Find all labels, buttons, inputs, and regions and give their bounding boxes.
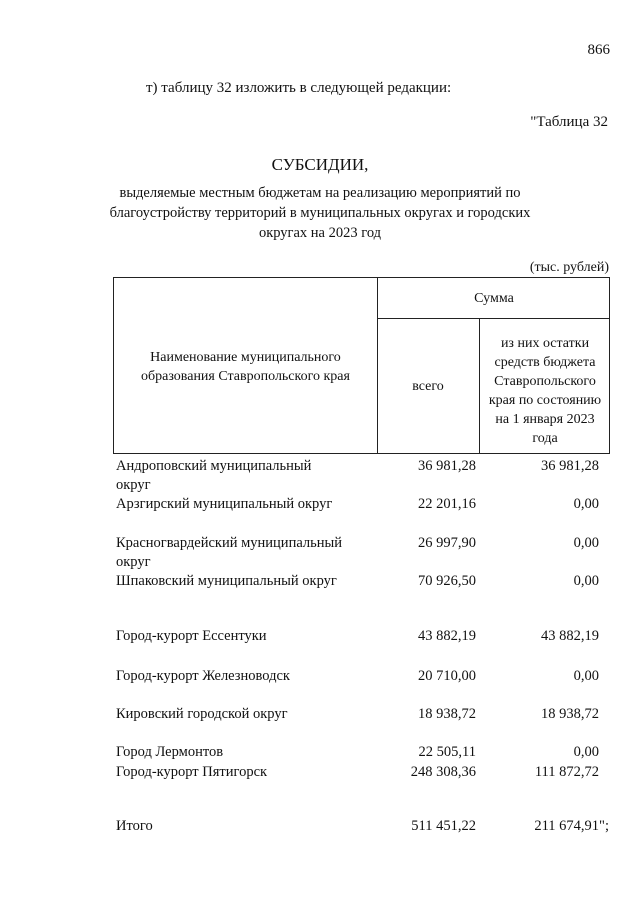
header-name-column: Наименование муниципального образования Ставропольского края [141,350,350,384]
total-row-name: Итого [116,818,153,834]
row-remainder: 43 882,19 [541,628,599,644]
row-total: 36 981,28 [418,458,476,474]
row-name: Город Лермонтов [116,744,224,760]
row-name: Город-курорт Пятигорск [116,764,268,780]
row-name: Арзгирский муниципальный округ [116,496,333,512]
header-total: всего [412,379,444,394]
header-sum: Сумма [474,291,514,306]
row-total: 248 308,36 [410,764,476,780]
row-total: 26 997,90 [418,535,476,551]
units-label: (тыс. рублей) [529,260,609,275]
row-name: Шпаковский муниципальный округ [116,573,337,589]
row-name: Город-курорт Железноводск [116,668,290,684]
row-name: Красногвардейский муниципальный округ [116,535,342,570]
row-name: Кировский городской округ [116,706,288,722]
row-remainder: 0,00 [573,535,599,551]
table-header [113,277,610,454]
row-total: 22 201,16 [418,496,476,512]
row-remainder: 0,00 [573,496,599,512]
row-remainder: 0,00 [573,668,599,684]
instruction-text: т) таблицу 32 изложить в следующей редакции: [146,80,452,96]
row-name: Андроповский муниципальный округ [116,458,312,493]
row-divider [377,318,609,319]
row-total: 18 938,72 [418,706,476,722]
row-remainder: 111 872,72 [534,764,599,780]
row-remainder: 0,00 [573,744,599,760]
row-total: 43 882,19 [418,628,476,644]
table-label: "Таблица 32 [530,114,608,130]
row-remainder: 36 981,28 [541,458,599,474]
row-total: 22 505,11 [418,744,476,760]
row-total: 70 926,50 [418,573,476,589]
row-remainder: 0,00 [573,573,599,589]
total-row-remainder: 211 674,91"; [534,818,609,834]
total-row-total: 511 451,22 [411,818,476,834]
row-total: 20 710,00 [418,668,476,684]
document-title: СУБСИДИИ, [271,155,369,174]
row-name: Город-курорт Ессентуки [116,628,267,644]
document-subtitle: выделяемые местным бюджетам на реализацию мероприятий по благоустройству территорий в муниципальных округах и городских округах на 2023 год [109,185,531,241]
column-divider [479,318,480,453]
header-remainder: из них остатки средств бюджета Ставропольского края по состоянию на 1 января 2023 года [488,336,602,446]
page-number: 866 [587,42,610,58]
row-remainder: 18 938,72 [541,706,599,722]
